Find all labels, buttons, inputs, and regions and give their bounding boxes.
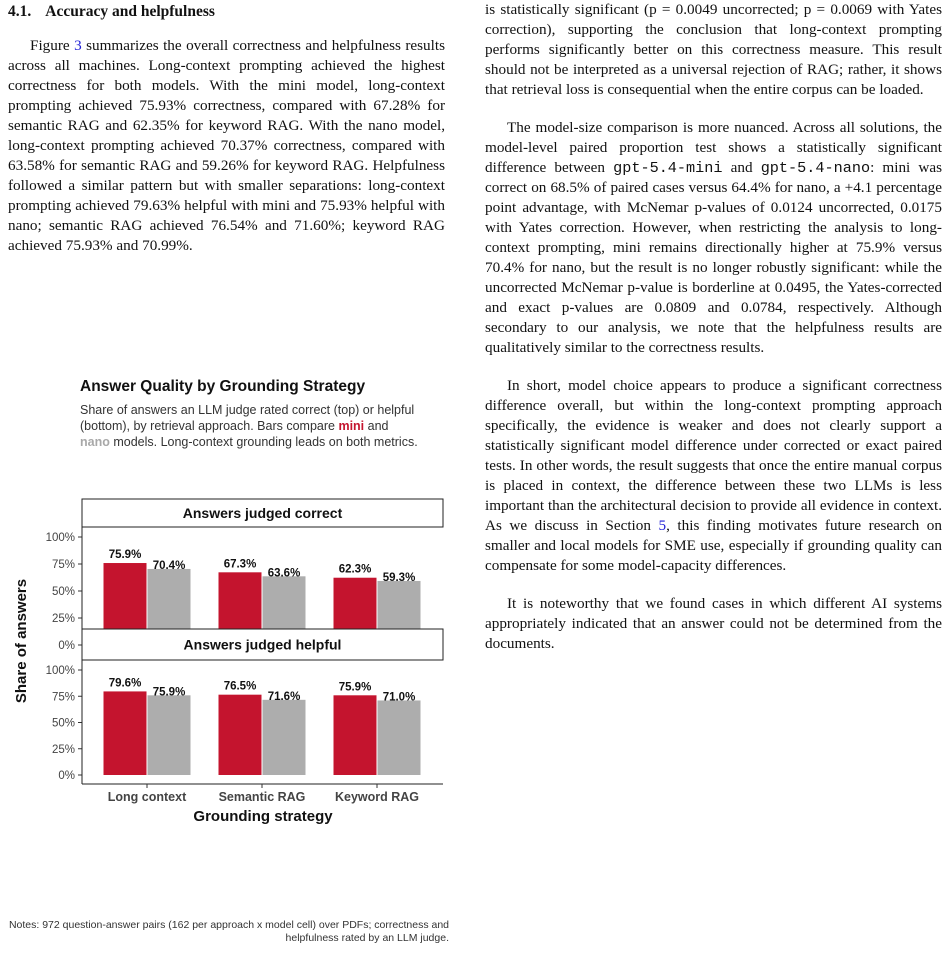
bar-mini (334, 695, 377, 775)
facet-title: Answers judged correct (182, 505, 343, 521)
bar-mini (219, 695, 262, 775)
y-tick-label: 0% (58, 640, 75, 652)
paragraph-in-short (485, 376, 942, 576)
paragraph-text: , this finding motivates future research on smaller and local models for SME use, especially if grounding quality can compensate for some model-capacity differences. (485, 517, 942, 574)
figure-notes: Notes: 972 question-answer pairs (162 per approach x model cell) over PDFs; correctness and helpfulness rated by an LLM judge. (8, 919, 449, 944)
model-name-code: gpt-5.4-nano (760, 159, 871, 177)
subtitle-text: and (364, 419, 389, 433)
facet-title: Answers judged helpful (183, 636, 342, 653)
x-tick-label: Keyword RAG (334, 790, 420, 804)
bar-nano (378, 700, 421, 775)
bar-mini (104, 691, 147, 775)
data-label: 71.0% (382, 691, 416, 704)
model-name-code: gpt-5.4-mini (613, 159, 723, 177)
paragraph-text: Figure (30, 37, 75, 54)
data-label: 63.6% (267, 567, 301, 580)
figure-reference-link[interactable]: 3 (74, 37, 82, 54)
data-label: 70.4% (152, 559, 186, 572)
paragraph-model-size (485, 118, 942, 358)
left-column (8, 0, 445, 274)
paragraph-text: In short, model choice appears to produce a significant correctness difference overall, but within the long-context prompting approach specifically, the evidence is weaker and does not clearly support a statistically significant model difference under corrected or exact paired tests. In other words, the result suggests that once the entire manual corpus is placed in context, the difference between these two LLMs is less important than the architectural decision to provide all evidence in context. As we discuss in Section (485, 377, 942, 534)
x-tick-label: Long context (107, 790, 187, 804)
data-label: 75.9% (338, 681, 372, 694)
legend-mini: mini (338, 419, 365, 433)
y-tick-label: 75% (51, 559, 75, 571)
data-label: 76.5% (223, 680, 257, 693)
y-tick-label: 25% (51, 743, 75, 756)
x-axis-title: Grounding strategy (193, 808, 333, 825)
chart-title: Answer Quality by Grounding Strategy (80, 378, 366, 395)
y-tick-label: 50% (51, 586, 75, 598)
paragraph-results-summary (8, 36, 445, 256)
subtitle-text: models. Long-context grounding leads on both metrics. (109, 435, 418, 449)
subtitle-text: Share of answers an LLM judge rated correct (top) or helpful (bottom), by retrieval approach. Bars compare (80, 403, 415, 433)
y-tick-label: 0% (58, 770, 75, 782)
y-axis-title: Share of answers (13, 578, 30, 704)
y-tick-label: 100% (45, 665, 75, 677)
paragraph-text: The model-size comparison is more nuanced. Across all solutions, the model-level paired proportion test shows a statistically significant difference between (485, 119, 942, 176)
right-column (485, 0, 942, 672)
bar-nano (263, 700, 306, 775)
bar-chart (0, 375, 449, 825)
data-label: 71.6% (267, 690, 301, 703)
paragraph-noteworthy: It is noteworthy that we found cases in which different AI systems appropriately indicated that an answer could not be determined from the documents. (485, 595, 942, 652)
data-label: 67.3% (223, 558, 257, 571)
data-label: 75.9% (108, 549, 142, 562)
data-label: 79.6% (108, 677, 142, 690)
y-tick-label: 75% (51, 691, 75, 704)
data-label: 62.3% (338, 563, 372, 576)
legend-nano: nano (80, 435, 110, 449)
data-label: 75.9% (152, 686, 186, 699)
paragraph-text: and (722, 159, 761, 176)
section-number: 4.1. (8, 3, 32, 20)
x-tick-label: Semantic RAG (218, 790, 306, 804)
paragraph-rag-significance: is statistically significant (p = 0.0049 uncorrected; p = 0.0069 with Yates correction), supporting the conclusion that long-context prompting performs significantly better on this correctness measure. This result should not be interpreted as a universal rejection of RAG; rather, it shows that retrieval loss is consequential when the entire corpus can be loaded. (485, 1, 942, 98)
bar-nano (148, 695, 191, 775)
section-reference-link[interactable]: 5 (658, 517, 667, 534)
y-tick-label: 100% (45, 532, 75, 544)
section-title: Accuracy and helpfulness (45, 3, 215, 20)
y-tick-label: 25% (51, 613, 75, 625)
section-heading (8, 2, 445, 22)
data-label: 59.3% (382, 571, 416, 584)
paragraph-text: summarizes the overall correctness and helpfulness results across all machines. Long-context prompting achieved the highest correctness for both models. With the mini model, long-context prompting achieved 75.93% correctness, compared with 67.28% for semantic RAG and 62.35% for keyword RAG. With the nano model, long-context prompting achieved 70.37% correctness, compared with 63.58% for semantic RAG and 59.26% for keyword RAG. Helpfulness followed a similar pattern but with smaller separations: long-context prompting achieved 79.63% helpful with mini and 75.93% helpful with nano; semantic RAG achieved 76.54% and 71.60%; keyword RAG achieved 75.93% and 70.99%. (8, 37, 446, 254)
y-tick-label: 50% (51, 717, 75, 730)
paragraph-text: : mini was correct on 68.5% of paired cases versus 64.4% for nano, a +4.1 percentage point advantage, with McNemar p-values of 0.0124 uncorrected, 0.0175 with Yates correction. However, when restricting the analysis to long-context prompting, mini remains directionally higher at 75.9% versus 70.4% for nano, but the result is no longer robustly significant: while the uncorrected McNemar p-value is borderline at 0.0495, the Yates-corrected and exact p-values are 0.0809 and 0.0784, respectively. Although secondary to our analysis, we note that the helpfulness results are qualitatively similar to the correctness results. (485, 159, 942, 356)
